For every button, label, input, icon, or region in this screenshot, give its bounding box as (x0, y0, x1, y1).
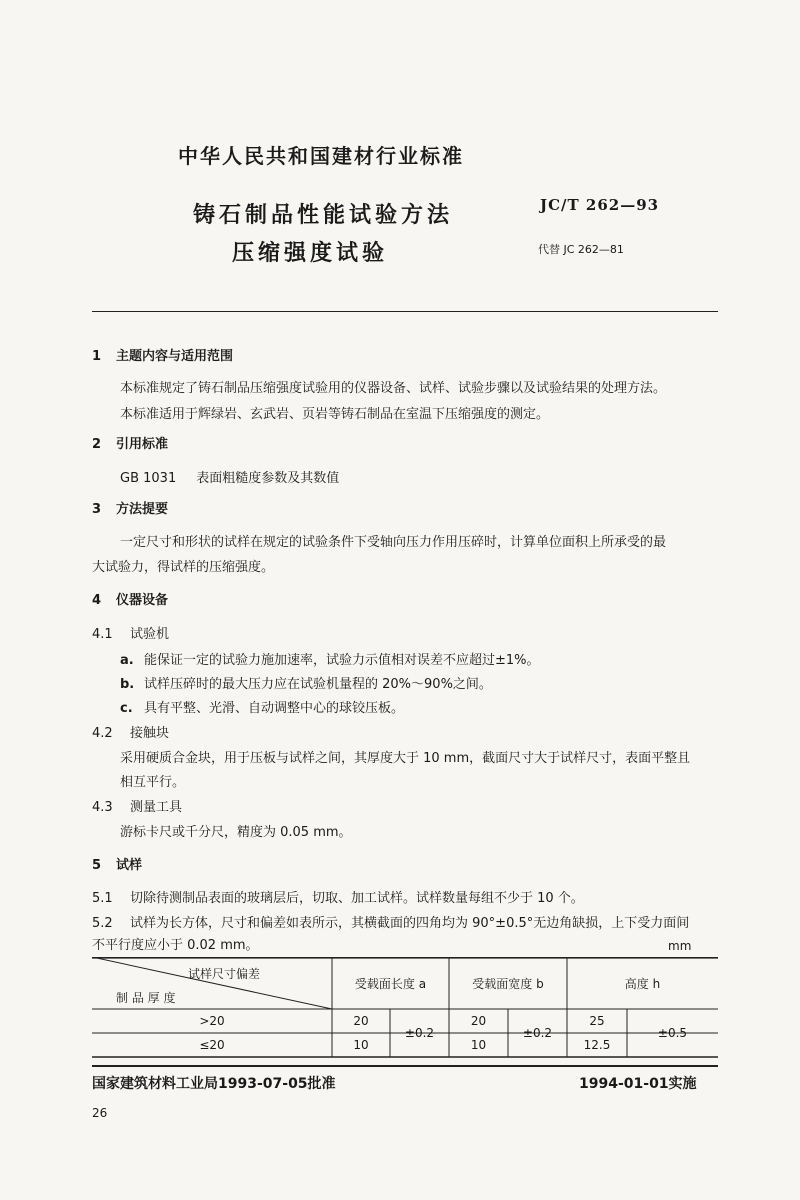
paragraph: 不平行度应小于 0.02 mm。 (92, 938, 259, 953)
section-number: 1 (92, 349, 102, 364)
cell-a: 20 (353, 1014, 369, 1028)
section-title: 主题内容与适用范围 (116, 349, 234, 364)
paragraph: 大试验力，得试样的压缩强度。 (92, 560, 275, 575)
list-letter: a. (120, 653, 134, 668)
column-header-h: 高度 h (624, 977, 661, 991)
subsection-5-1 (92, 887, 584, 906)
section-4-heading (92, 589, 168, 608)
column-header-b: 受载面宽度 b (472, 977, 544, 991)
row-thickness: ≤20 (199, 1038, 225, 1052)
list-letter: c. (120, 701, 133, 716)
paragraph: 采用硬质合金块，用于压板与试样之间，其厚度大于 10 mm，截面尺寸大于试样尺寸，表面平整且 (120, 751, 691, 766)
header-rule (92, 311, 718, 312)
subsection-number: 4.3 (92, 800, 113, 815)
subsection-text: 试样为长方体，尺寸和偏差如表所示，其横截面的四角均为 90°±0.5°无边角缺损，上下受力面间 (130, 916, 690, 931)
section-5-heading (92, 854, 142, 873)
subsection-4-1-heading (92, 623, 169, 642)
cell-h: 25 (589, 1014, 605, 1028)
subsection-title: 试验机 (130, 627, 170, 642)
cell-h: 12.5 (583, 1038, 611, 1052)
section-2-heading (92, 433, 168, 452)
standard-subtitle: 压缩强度试验 (232, 241, 389, 266)
reference-title: 表面粗糙度参数及其数值 (196, 471, 340, 486)
list-item (120, 649, 540, 668)
subsection-text: 切除待测制品表面的玻璃层后，切取、加工试样。试样数量每组不少于 10 个。 (130, 891, 584, 906)
dimension-table (92, 957, 718, 1058)
diagonal-header-bottom: 制 品 厚 度 (116, 991, 176, 1005)
tolerance-b: ±0.2 (522, 1026, 553, 1040)
section-number: 5 (92, 858, 102, 873)
reference-code: GB 1031 (120, 471, 177, 486)
section-title: 试样 (116, 858, 143, 873)
cell-b: 10 (470, 1038, 487, 1052)
row-thickness: >20 (199, 1014, 225, 1028)
subsection-number: 4.1 (92, 627, 113, 642)
page-number: 26 (92, 1106, 108, 1120)
diagonal-header-top: 试样尺寸偏差 (188, 967, 261, 981)
section-number: 4 (92, 593, 102, 608)
subsection-title: 测量工具 (130, 800, 183, 815)
section-title: 引用标准 (116, 437, 169, 452)
list-text: 试样压碎时的最大压力应在试验机量程的 20%～90%之间。 (144, 677, 492, 692)
subsection-number: 4.2 (92, 726, 113, 741)
paragraph: 一定尺寸和形状的试样在规定的试验条件下受轴向压力作用压碎时，计算单位面积上所承受的最 (120, 535, 667, 550)
paragraph: 本标准适用于辉绿岩、玄武岩、页岩等铸石制品在室温下压缩强度的测定。 (120, 407, 550, 422)
list-letter: b. (120, 677, 135, 692)
section-number: 3 (92, 502, 102, 517)
paragraph: 相互平行。 (120, 775, 186, 790)
tolerance-a: ±0.2 (404, 1026, 435, 1040)
reference-item (120, 467, 339, 486)
cell-a: 10 (353, 1038, 369, 1052)
subsection-4-3-heading (92, 796, 182, 815)
replaces-note: 代替 JC 262—81 (538, 243, 624, 256)
tolerance-h: ±0.5 (657, 1026, 688, 1040)
list-text: 能保证一定的试验力施加速率，试验力示值相对误差不应超过±1%。 (144, 653, 540, 668)
subsection-5-2 (92, 912, 689, 931)
subsection-title: 接触块 (130, 726, 170, 741)
approval-note: 国家建筑材料工业局1993-07-05批准 (92, 1076, 336, 1092)
footer-rule (92, 1065, 718, 1067)
section-1-heading (92, 345, 233, 364)
paragraph: 游标卡尺或千分尺，精度为 0.05 mm。 (120, 825, 352, 840)
standard-title: 铸石制品性能试验方法 (193, 203, 454, 228)
section-title: 仪器设备 (116, 593, 169, 608)
paragraph: 本标准规定了铸石制品压缩强度试验用的仪器设备、试样、试验步骤以及试验结果的处理方法。 (120, 381, 667, 396)
subsection-4-2-heading (92, 722, 169, 741)
cell-b: 20 (470, 1014, 487, 1028)
subsection-number: 5.1 (92, 891, 113, 906)
list-item (120, 697, 404, 716)
standard-code: JC/T 262—93 (540, 196, 660, 214)
list-text: 具有平整、光滑、自动调整中心的球铰压板。 (144, 701, 405, 716)
effective-date: 1994-01-01实施 (579, 1076, 697, 1092)
issuing-org-heading: 中华人民共和国建材行业标准 (178, 144, 464, 168)
column-header-a: 受载面长度 a (354, 977, 427, 991)
section-number: 2 (92, 437, 102, 452)
section-title: 方法提要 (116, 502, 169, 517)
subsection-number: 5.2 (92, 916, 113, 931)
list-item (120, 673, 492, 692)
section-3-heading (92, 498, 168, 517)
table-unit: mm (668, 939, 692, 953)
